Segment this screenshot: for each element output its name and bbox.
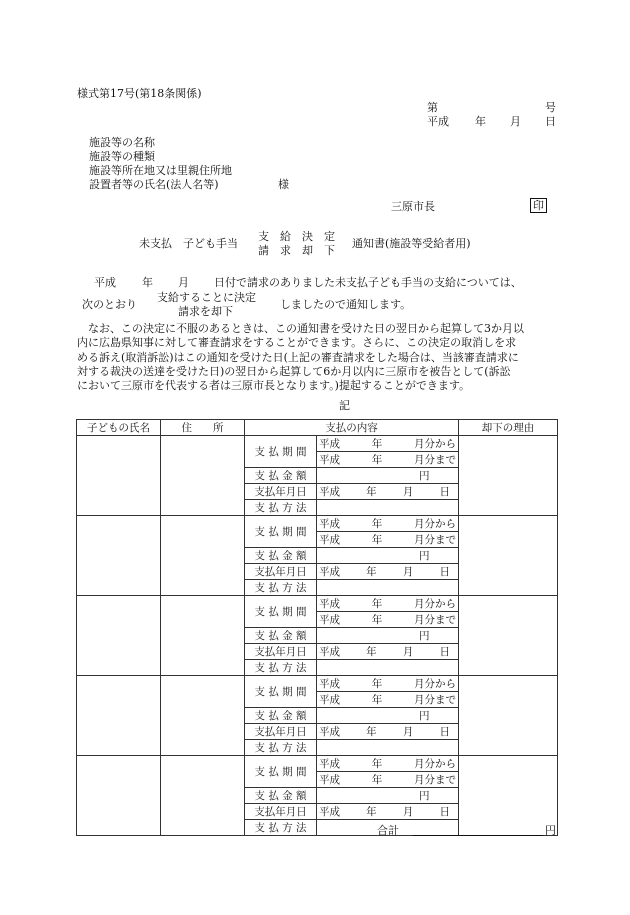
label-payment-method: 支 払 方 法	[245, 580, 317, 596]
period-year: 年	[371, 614, 383, 626]
period-year: 年	[371, 534, 383, 546]
date-day: 日	[439, 806, 450, 818]
notice-line: 対する裁決の送達を受けた日)の翌日から起算して6か月以内に三原市を被告として(訴訟	[77, 364, 511, 378]
notice-line: 内に広島県知事に対して審査請求をすることができます。さらに、この決定の取消しを求	[77, 336, 517, 350]
period-to-cell[interactable]	[317, 452, 459, 468]
label-payment-date: 支払年月日	[245, 564, 317, 580]
amount-cell[interactable]	[317, 548, 459, 564]
date-month: 月	[402, 486, 414, 498]
ki-heading: 記	[339, 399, 350, 412]
date-month: 月	[402, 726, 414, 738]
label-payment-method: 支 払 方 法	[245, 820, 317, 836]
amount-cell[interactable]	[317, 708, 459, 724]
notice-line: において三原市を代表する者は三原市長となります。)提起することができます。	[77, 379, 471, 393]
cell-address[interactable]	[161, 756, 245, 836]
date-year: 年	[366, 646, 377, 658]
issuer-name: 三原市長	[391, 200, 435, 213]
period-from: 月分から	[414, 518, 456, 530]
label-payment-amount: 支 払 金 額	[245, 708, 317, 724]
cell-rejection-reason[interactable]	[459, 756, 558, 836]
recipient-line: 施設等所在地又は里親住所地	[89, 164, 232, 177]
period-year: 年	[371, 518, 383, 530]
period-year: 年	[371, 678, 383, 690]
period-era: 平成	[319, 758, 340, 770]
form-id: 様式第17号(第18条関係)	[77, 87, 202, 100]
body-year: 年	[142, 276, 153, 289]
cell-child-name[interactable]	[77, 676, 161, 756]
period-era: 平成	[319, 438, 340, 450]
period-to: 月分まで	[414, 534, 456, 546]
cell-rejection-reason[interactable]	[459, 676, 558, 756]
date-year: 年	[366, 726, 377, 738]
title-option-rejection: 請 求 却 下	[258, 244, 335, 257]
label-payment-period: 支 払 期 間	[245, 596, 317, 628]
period-year: 年	[371, 598, 383, 610]
label-payment-method: 支 払 方 法	[245, 500, 317, 516]
date-day: 日	[545, 115, 556, 128]
amount-unit: 円	[419, 710, 430, 722]
total-underline	[413, 835, 543, 836]
period-to-cell[interactable]	[317, 772, 459, 788]
label-payment-date: 支払年月日	[245, 804, 317, 820]
period-era: 平成	[319, 614, 340, 626]
method-cell[interactable]	[317, 740, 459, 756]
cell-rejection-reason[interactable]	[459, 596, 558, 676]
date-cell[interactable]	[317, 724, 459, 740]
period-from-cell[interactable]	[317, 436, 459, 452]
notice-line: なお、この決定に不服のあるときは、この通知書を受けた日の翌日から起算して3か月以	[77, 322, 524, 335]
label-payment-method: 支 払 方 法	[245, 740, 317, 756]
label-payment-period: 支 払 期 間	[245, 756, 317, 788]
header-payment-content: 支払の内容	[245, 420, 459, 436]
body-text: 日付で請求のありました未支払子ども手当の支給については、	[214, 276, 522, 289]
date-era: 平成	[319, 566, 340, 578]
label-payment-date: 支払年月日	[245, 484, 317, 500]
number-suffix: 号	[545, 101, 556, 114]
period-to: 月分まで	[414, 614, 456, 626]
period-to: 月分まで	[414, 774, 456, 786]
date-era: 平成	[319, 486, 340, 498]
period-from-cell[interactable]	[317, 596, 459, 612]
label-payment-amount: 支 払 金 額	[245, 468, 317, 484]
method-cell[interactable]	[317, 500, 459, 516]
period-era: 平成	[319, 518, 340, 530]
cell-child-name[interactable]	[77, 756, 161, 836]
date-cell[interactable]	[317, 484, 459, 500]
date-day: 日	[439, 726, 450, 738]
label-payment-period: 支 払 期 間	[245, 516, 317, 548]
date-era: 平成	[319, 726, 340, 738]
payment-table	[76, 419, 558, 836]
period-from: 月分から	[414, 758, 456, 770]
period-year: 年	[371, 774, 383, 786]
amount-unit: 円	[419, 790, 430, 802]
period-to: 月分まで	[414, 454, 456, 466]
honorific: 様	[278, 178, 289, 191]
period-to-cell[interactable]	[317, 692, 459, 708]
body-option-decision: 支給することに決定	[157, 291, 256, 304]
notice-paragraph	[77, 322, 524, 393]
label-payment-amount: 支 払 金 額	[245, 788, 317, 804]
body-option-rejection: 請求を却下	[178, 305, 233, 318]
table-row	[77, 676, 558, 692]
date-day: 日	[439, 646, 450, 658]
period-from: 月分から	[414, 678, 456, 690]
date-day: 日	[439, 566, 450, 578]
date-year: 年	[475, 115, 486, 128]
method-cell[interactable]	[317, 660, 459, 676]
period-to-cell[interactable]	[317, 532, 459, 548]
notice-line: める訴え(取消訴訟)はこの通知を受けた日(上記の審査請求をした場合は、当該審査請求に	[77, 350, 519, 364]
label-payment-method: 支 払 方 法	[245, 660, 317, 676]
header-address: 住 所	[161, 420, 245, 436]
body-month: 月	[178, 276, 189, 289]
table-header-row	[77, 420, 558, 436]
date-era: 平成	[427, 115, 449, 128]
cell-address[interactable]	[161, 436, 245, 516]
amount-unit: 円	[419, 630, 430, 642]
total-unit: 円	[545, 824, 556, 837]
label-payment-date: 支払年月日	[245, 644, 317, 660]
date-cell[interactable]	[317, 804, 459, 820]
table-row	[77, 756, 558, 772]
cell-child-name[interactable]	[77, 436, 161, 516]
cell-address[interactable]	[161, 676, 245, 756]
seal-mark: 印	[530, 198, 547, 213]
table-row	[77, 436, 558, 452]
body-lead: 次のとおり	[82, 298, 137, 311]
label-payment-amount: 支 払 金 額	[245, 628, 317, 644]
period-from-cell[interactable]	[317, 676, 459, 692]
period-era: 平成	[319, 774, 340, 786]
period-from: 月分から	[414, 598, 456, 610]
label-payment-date: 支払年月日	[245, 724, 317, 740]
period-to-cell[interactable]	[317, 612, 459, 628]
amount-cell[interactable]	[317, 788, 459, 804]
amount-unit: 円	[419, 550, 430, 562]
cell-child-name[interactable]	[77, 596, 161, 676]
date-month: 月	[402, 806, 414, 818]
date-day: 日	[439, 486, 450, 498]
title-option-decision: 支 給 決 定	[258, 230, 335, 243]
amount-cell[interactable]	[317, 468, 459, 484]
date-month: 月	[402, 646, 414, 658]
label-payment-amount: 支 払 金 額	[245, 548, 317, 564]
date-year: 年	[366, 806, 377, 818]
period-era: 平成	[319, 598, 340, 610]
date-year: 年	[366, 486, 377, 498]
body-tail: しましたので通知します。	[280, 298, 412, 311]
number-prefix: 第	[427, 101, 438, 114]
cell-rejection-reason[interactable]	[459, 436, 558, 516]
date-month: 月	[510, 115, 521, 128]
date-cell[interactable]	[317, 644, 459, 660]
label-payment-period: 支 払 期 間	[245, 436, 317, 468]
date-year: 年	[366, 566, 377, 578]
recipient-line: 施設等の種類	[89, 150, 155, 163]
recipient-line: 施設等の名称	[89, 136, 155, 149]
method-cell[interactable]	[317, 580, 459, 596]
date-month: 月	[402, 566, 414, 578]
period-era: 平成	[319, 694, 340, 706]
period-era: 平成	[319, 454, 340, 466]
period-from: 月分から	[414, 438, 456, 450]
title-part2: 通知書(施設等受給者用)	[352, 237, 471, 250]
date-era: 平成	[319, 806, 340, 818]
cell-child-name[interactable]	[77, 516, 161, 596]
table-row	[77, 516, 558, 532]
title-part1: 未支払 子ども手当	[139, 237, 238, 250]
period-year: 年	[371, 454, 383, 466]
label-payment-period: 支 払 期 間	[245, 676, 317, 708]
table-row	[77, 596, 558, 612]
period-to: 月分まで	[414, 694, 456, 706]
period-year: 年	[371, 438, 383, 450]
body-era: 平成	[94, 276, 116, 289]
amount-unit: 円	[419, 470, 430, 482]
cell-address[interactable]	[161, 596, 245, 676]
period-era: 平成	[319, 678, 340, 690]
cell-address[interactable]	[161, 516, 245, 596]
header-rejection-reason: 却下の理由	[459, 420, 558, 436]
period-from-cell[interactable]	[317, 756, 459, 772]
cell-rejection-reason[interactable]	[459, 516, 558, 596]
header-child-name: 子どもの氏名	[77, 420, 161, 436]
recipient-line: 設置者等の氏名(法人名等)	[89, 178, 219, 191]
period-year: 年	[371, 694, 383, 706]
period-era: 平成	[319, 534, 340, 546]
period-from-cell[interactable]	[317, 516, 459, 532]
date-era: 平成	[319, 646, 340, 658]
date-cell[interactable]	[317, 564, 459, 580]
period-year: 年	[371, 758, 383, 770]
total-label: 合計	[377, 824, 399, 837]
amount-cell[interactable]	[317, 628, 459, 644]
